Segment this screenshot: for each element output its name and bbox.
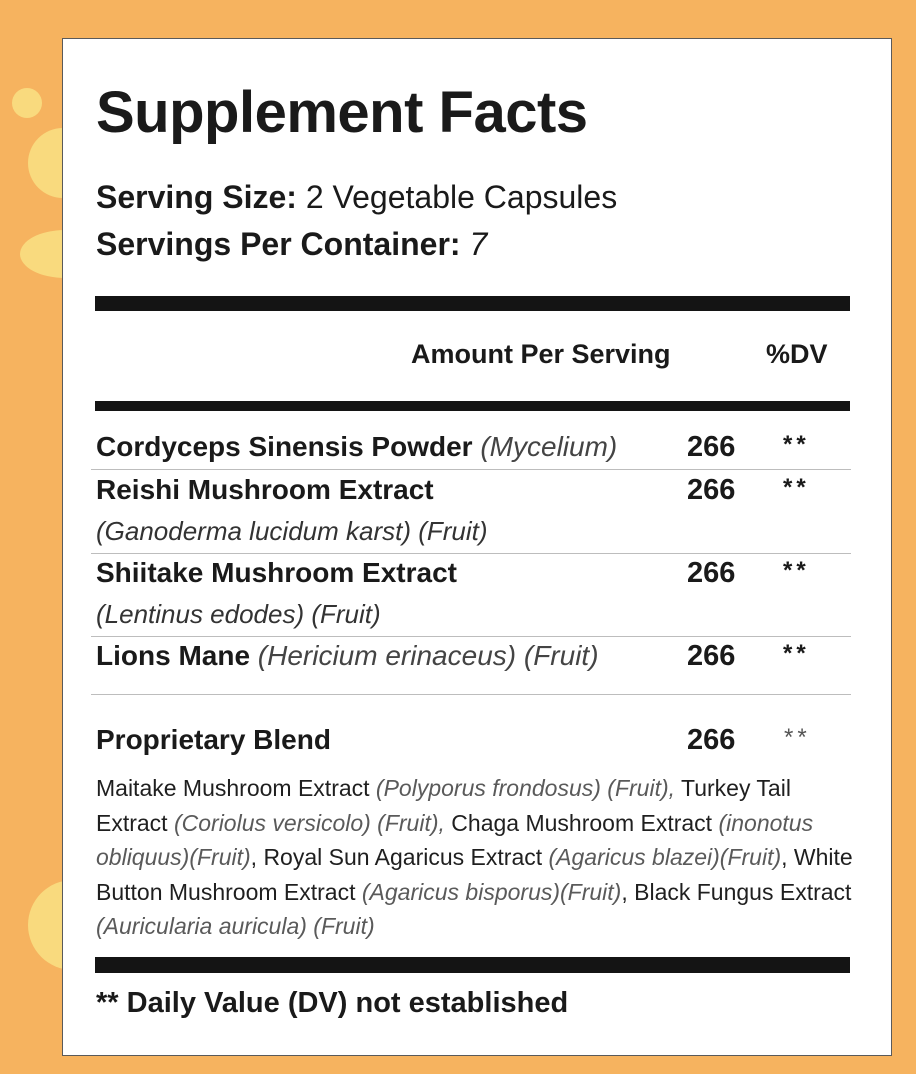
blend-component-detail: (inonotus obliquus)(Fruit) <box>96 809 814 870</box>
servings-per-container-value: 7 <box>469 226 488 262</box>
row-divider <box>91 553 851 554</box>
blend-separator: , <box>438 809 445 836</box>
ingredient-name: Cordyceps Sinensis Powder <box>96 431 473 462</box>
ingredient-detail: (Hericium erinaceus) (Fruit) <box>257 640 599 671</box>
ingredient-dv: ** <box>783 640 810 667</box>
daily-value-header: %DV <box>766 339 828 369</box>
ingredient-amount: 266 <box>687 557 736 589</box>
blend-component-detail: (Agaricus bisporus)(Fruit) <box>361 878 622 905</box>
ingredient-amount: 266 <box>687 640 736 672</box>
serving-size-label: Serving Size: <box>96 179 297 215</box>
panel-title: Supplement Facts <box>96 80 588 145</box>
blend-components <box>96 771 866 944</box>
thick-divider <box>95 957 850 973</box>
footnote: ** Daily Value (DV) not established <box>96 987 569 1019</box>
ingredient-amount: 266 <box>687 474 736 506</box>
blend-component-detail: (Polyporus frondosus) (Fruit) <box>375 775 669 801</box>
blend-component-name: Maitake Mushroom Extract <box>96 775 370 801</box>
ingredient-name: Lions Mane <box>96 640 251 671</box>
blend-component-name: Chaga Mushroom Extract <box>451 809 713 836</box>
blend-component-name: White Button Mushroom Extract <box>96 844 853 905</box>
blend-component-detail: (Agaricus blazei)(Fruit) <box>548 844 782 870</box>
blend-component-detail: (Auricularia auricula) (Fruit) <box>96 913 375 939</box>
servings-per-container <box>96 226 487 263</box>
ingredient-detail: (Mycelium) <box>480 431 618 462</box>
blend-name: Proprietary Blend <box>96 724 331 755</box>
row-divider <box>91 469 851 470</box>
ingredient-amount: 266 <box>687 431 736 463</box>
row-divider <box>91 636 851 637</box>
decorative-blob <box>12 88 42 118</box>
row-divider <box>91 694 851 695</box>
blend-amount: 266 <box>687 724 736 756</box>
blend-component-name: Turkey Tail Extract <box>96 775 791 836</box>
ingredient-row <box>96 640 599 672</box>
ingredient-dv: ** <box>783 474 810 501</box>
ingredient-dv: ** <box>783 557 810 584</box>
servings-per-container-label: Servings Per Container: <box>96 226 461 262</box>
blend-dv: ** <box>783 724 810 751</box>
thick-divider <box>95 296 850 311</box>
ingredient-detail: (Ganoderma lucidum karst) (Fruit) <box>96 516 488 546</box>
blend-separator: , <box>621 878 628 905</box>
blend-component-name: Black Fungus Extract <box>634 878 852 905</box>
blend-separator: , <box>668 775 676 801</box>
ingredient-dv: ** <box>783 431 810 458</box>
ingredient-name: Shiitake Mushroom Extract <box>96 557 457 588</box>
amount-per-serving-header: Amount Per Serving <box>411 339 671 369</box>
ingredient-name: Reishi Mushroom Extract <box>96 474 434 505</box>
serving-size <box>96 179 617 216</box>
serving-size-value: 2 Vegetable Capsules <box>305 179 618 215</box>
blend-separator: , <box>250 844 258 870</box>
thick-divider <box>95 401 850 411</box>
ingredient-detail: (Lentinus edodes) (Fruit) <box>96 599 381 629</box>
blend-separator: , <box>781 844 788 870</box>
blend-component-detail: (Coriolus versicolo) (Fruit) <box>173 809 439 836</box>
ingredient-row <box>96 431 617 463</box>
blend-component-name: Royal Sun Agaricus Extract <box>263 844 543 870</box>
supplement-facts-panel <box>62 38 892 1056</box>
